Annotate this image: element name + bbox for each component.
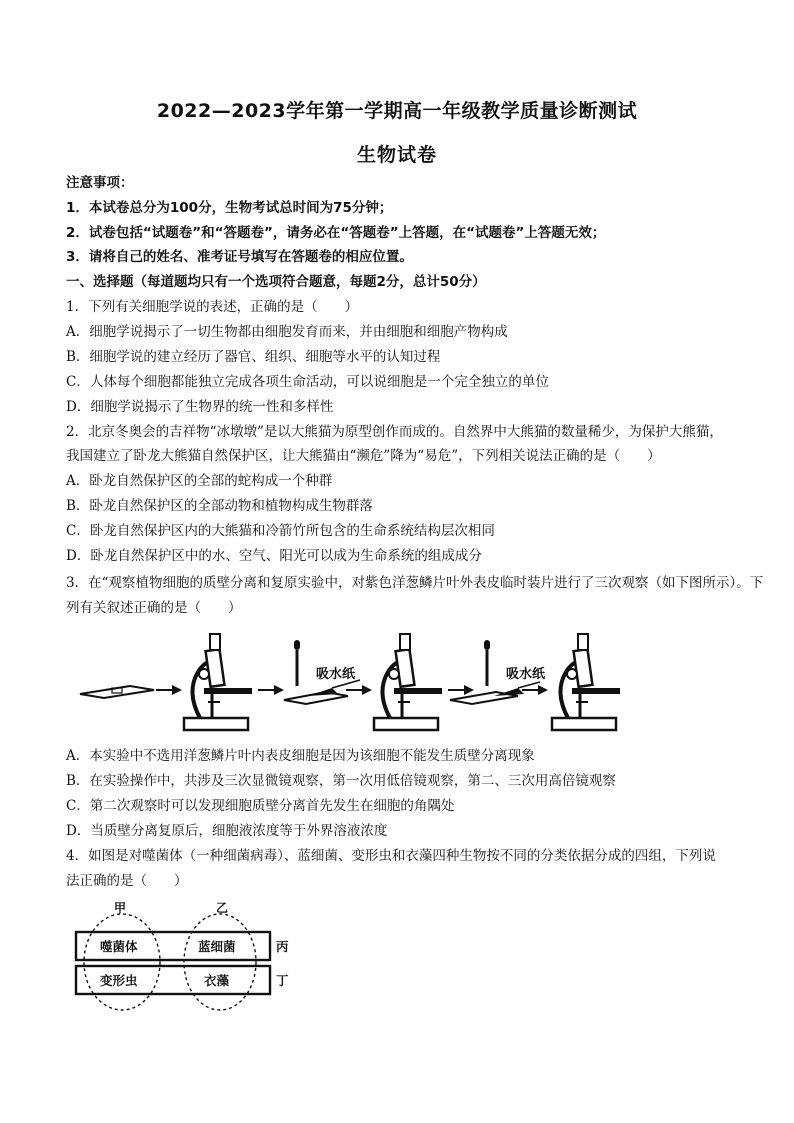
organism-label: 衣藻 [204, 973, 230, 988]
option-c: C．第二次观察时可以发现细胞质壁分离首先发生在细胞的角隅处 [66, 798, 455, 814]
option-a: A．细胞学说揭示了一切生物都由细胞发育而来，并由细胞和细胞产物构成 [66, 324, 508, 340]
arrow-icon [346, 685, 372, 695]
option-b: B．卧龙自然保护区的全部动物和植物构成生物群落 [66, 498, 373, 514]
page-subtitle: 生物试卷 [356, 144, 437, 166]
option-c: C．卧龙自然保护区内的大熊猫和冷箭竹所包含的生命系统结构层次相同 [66, 523, 495, 539]
organism-label: 变形虫 [100, 973, 138, 988]
option-c: C．人体每个细胞都能独立完成各项生命活动，可以说细胞是一个完全独立的单位 [66, 374, 549, 390]
group-label: 丁 [276, 973, 289, 988]
classification-figure [70, 898, 310, 1018]
option-a: A．卧龙自然保护区的全部的蛇构成一个种群 [66, 473, 333, 489]
organism-label: 噬菌体 [100, 939, 138, 954]
microscope-icon [374, 634, 442, 730]
question-stem: 2．北京冬奥会的吉祥物“冰墩墩”是以大熊猫为原型创作而成的。自然界中大熊猫的数量稀少，为保护大熊猫， [66, 424, 723, 440]
arrow-icon [156, 685, 182, 695]
microscope-figure [70, 628, 710, 736]
group-label: 丙 [276, 939, 289, 954]
figure-label: 吸水纸 [506, 667, 546, 682]
slide-icon [80, 686, 154, 698]
group-ellipse [84, 914, 160, 1010]
group-label: 乙 [216, 901, 229, 915]
question-stem: 法正确的是（ ） [66, 873, 188, 889]
notes-heading: 注意事项： [66, 175, 134, 191]
question-stem: 我国建立了卧龙大熊猫自然保护区，让大熊猫由“濒危”降为“易危”，下列相关说法正确的是（ ） [66, 448, 661, 464]
note-item: 2．试卷包括“试题卷”和“答题卷”，请务必在“答题卷”上答题，在“试题卷”上答题无效； [66, 225, 606, 241]
option-d: D．当质壁分离复原后，细胞液浓度等于外界溶液浓度 [66, 823, 388, 839]
microscope-icon [552, 634, 620, 730]
group-ellipse [184, 914, 256, 1010]
option-d: D．卧龙自然保护区中的水、空气、阳光可以成为生命系统的组成成分 [66, 548, 482, 564]
question-stem: 1．下列有关细胞学说的表述，正确的是（ ） [66, 299, 359, 315]
note-item: 1．本试卷总分为100分，生物考试总时间为75分钟； [66, 200, 393, 216]
option-b: B．细胞学说的建立经历了器官、组织、细胞等水平的认知过程 [66, 349, 441, 365]
group-label: 甲 [114, 901, 127, 915]
page-title: 2022—2023学年第一学期高一年级教学质量诊断测试 [156, 100, 638, 122]
arrow-icon [448, 685, 474, 695]
arrow-icon [258, 685, 284, 695]
option-b: B．在实验操作中，共涉及三次显微镜观察，第一次用低倍镜观察，第二、三次用高倍镜观察 [66, 773, 616, 789]
microscope-icon [184, 634, 252, 730]
figure-label: 吸水纸 [316, 667, 356, 682]
organism-label: 蓝细菌 [198, 939, 236, 954]
option-d: D．细胞学说揭示了生物界的统一性和多样性 [66, 399, 334, 415]
option-a: A．本实验中不选用洋葱鳞片叶内表皮细胞是因为该细胞不能发生质壁分离现象 [66, 748, 535, 764]
question-stem: 4．如图是对噬菌体（一种细菌病毒）、蓝细菌、变形虫和衣藻四种生物按不同的分类依据分成的四组，下列说 [66, 848, 716, 864]
question-stem: 3．在“观察植物细胞的质壁分离和复原实验中，对紫色洋葱鳞片叶外表皮临时装片进行了三次观察（如下图所示）。下列有关叙述正确的是（ ） [66, 575, 764, 616]
note-item: 3．请将自己的姓名、准考证号填写在答题卷的相应位置。 [66, 249, 413, 265]
section-heading: 一、选择题（每道题均只有一个选项符合题意，每题2分，总计50分） [66, 274, 486, 290]
